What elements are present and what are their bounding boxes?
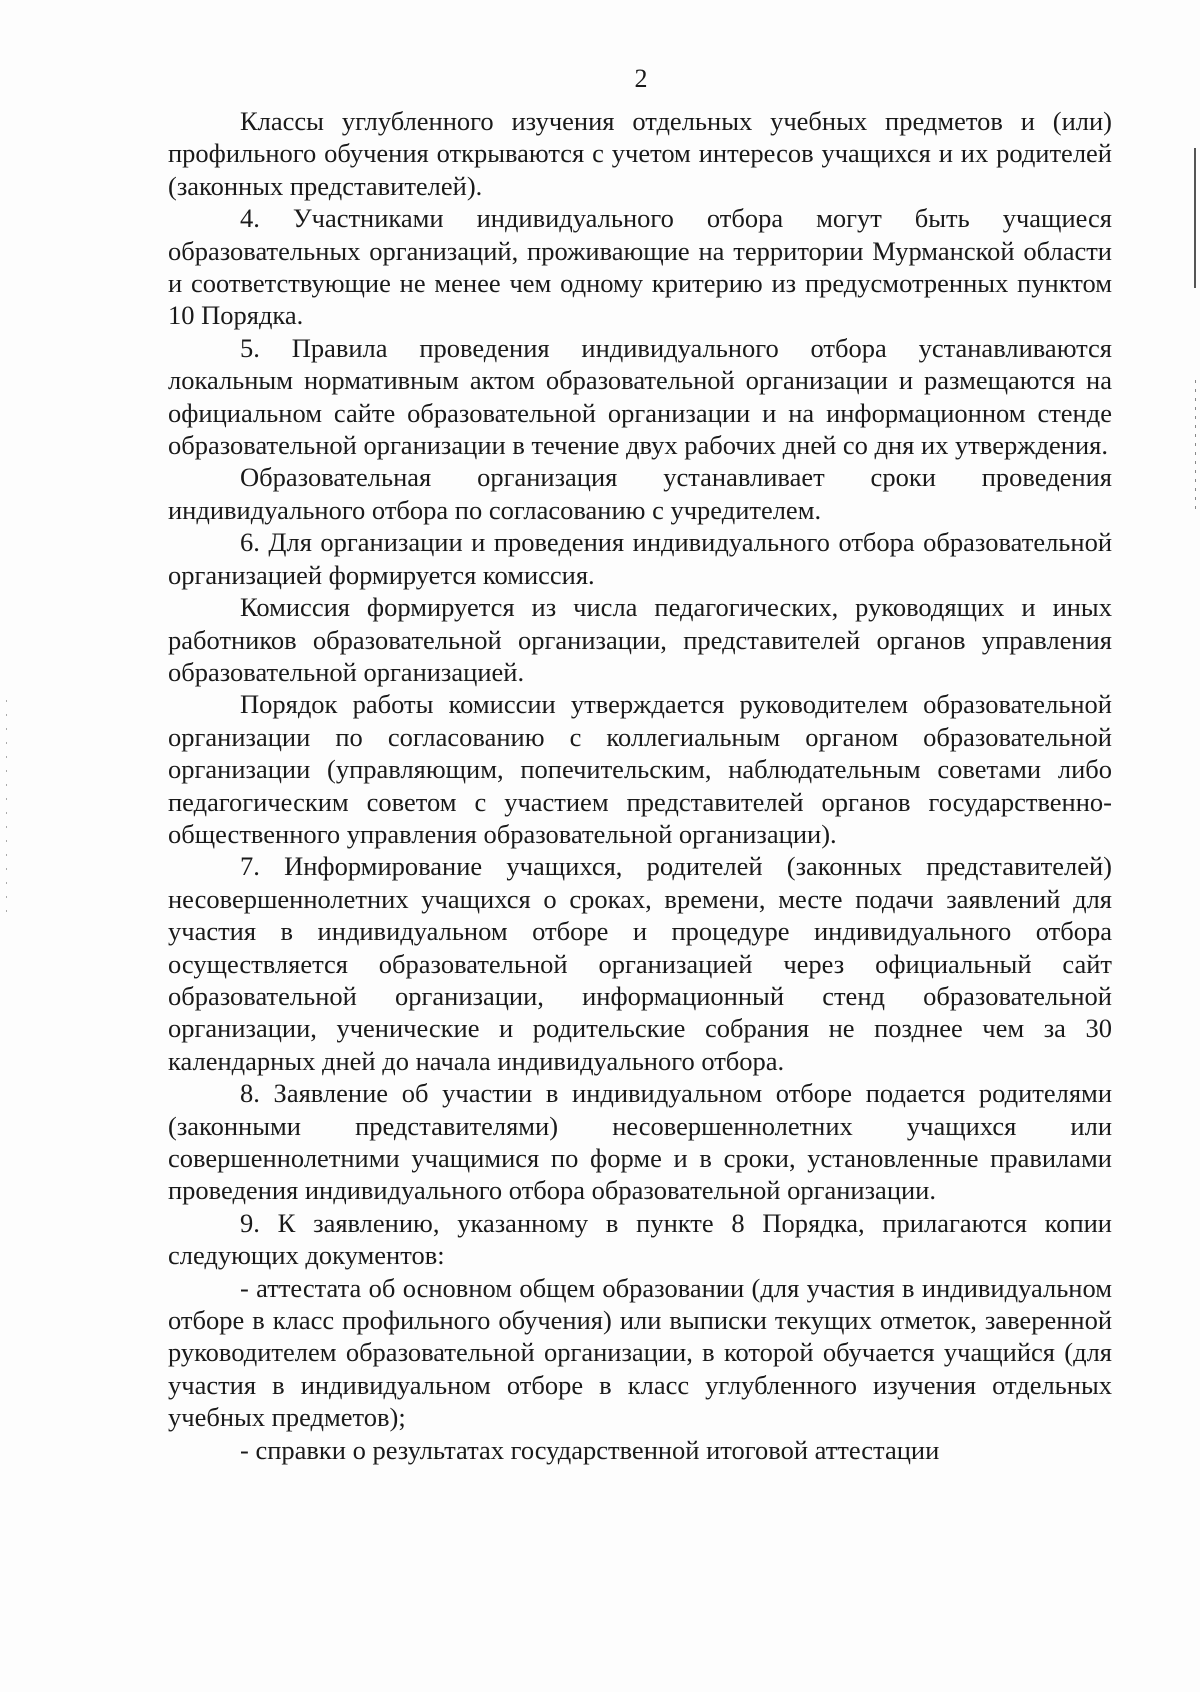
document-body (168, 105, 1112, 1466)
scan-left-dots (6, 700, 7, 920)
paragraph: 6. Для организации и проведения индивидуального отбора образовательной организацией формируется комиссия. (168, 527, 1112, 590)
paragraph: 7. Информирование учащихся, родителей (законных представителей) несовершеннолетних учащихся о сроках, времени, месте подачи заявлений для участия в индивидуальном отборе и процедуре индивидуального отбора осуществляется образовательной организацией через официальный сайт образовательной организации, информационный стенд образовательной организации, ученические и родительские собрания не позднее чем за 30 календарных дней до начала индивидуального отбора. (168, 851, 1112, 1076)
page-number: 2 (634, 64, 648, 93)
scan-edge-line (1194, 148, 1196, 288)
paragraph: Классы углубленного изучения отдельных учебных предметов и (или) профильного обучения открываются с учетом интересов учащихся и их родителей (законных представителей). (168, 106, 1112, 201)
paragraph: 5. Правила проведения индивидуального отбора устанавливаются локальным нормативным актом образовательной организации и размещаются на официальном сайте образовательной организации и на информационном стенде образовательной организации в течение двух рабочих дней со дня их утверждения. (168, 332, 1112, 461)
paragraph: Комиссия формируется из числа педагогических, руководящих и иных работников образовательной организации, представителей органов управления образовательной организацией. (168, 592, 1112, 687)
paragraph: 9. К заявлению, указанному в пункте 8 Порядка, прилагаются копии следующих документов: (168, 1207, 1112, 1271)
paragraph: Порядок работы комиссии утверждается руководителем образовательной организации по согласованию с коллегиальным органом образовательной организации (управляющим, попечительским, наблюдательным советами либо педагогическим советом с участием представителей органов государственно-общественного управления образовательной организации). (168, 689, 1112, 849)
paragraph: 8. Заявление об участии в индивидуальном отборе подается родителями (законными представителями) несовершеннолетних учащихся или совершеннолетними учащимися по форме и в сроки, установленные правилами проведения индивидуального отбора образовательной организации. (168, 1078, 1112, 1206)
paragraph: Образовательная организация устанавливает сроки проведения индивидуального отбора по согласованию с учредителем. (168, 462, 1112, 525)
scan-edge-dots (1195, 380, 1196, 510)
paragraph: 4. Участниками индивидуального отбора могут быть учащиеся образовательных организаций, проживающие на территории Мурманской области и соответствующие не менее чем одному критерию из предусмотренных пунктом 10 Порядка. (168, 203, 1112, 331)
paragraph: - справки о результатах государственной итоговой аттестации (240, 1434, 940, 1465)
paragraph: - аттестата об основном общем образовании (для участия в индивидуальном отборе в класс профильного обучения) или выписки текущих отметок, заверенной руководителем образовательной организации, в которой обучается учащийся (для участия в индивидуальном отборе в класс углубленного изучения отдельных учебных предметов); (168, 1272, 1112, 1433)
